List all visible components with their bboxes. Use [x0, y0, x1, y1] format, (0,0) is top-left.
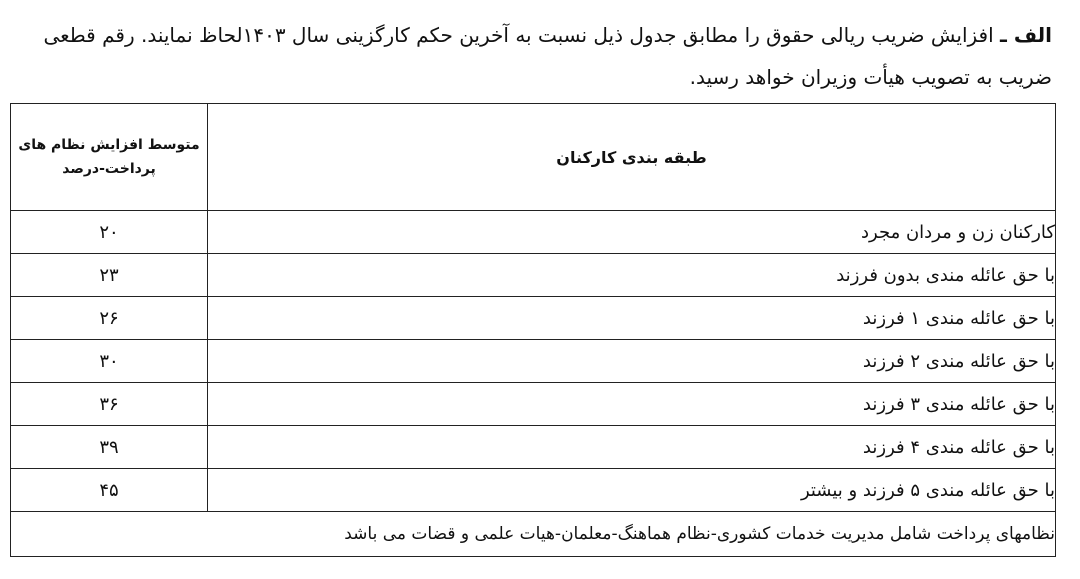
- table-row: [11, 254, 1056, 297]
- row-category: با حق عائله مندی ۳ فرزند: [208, 383, 1056, 426]
- table-row: [11, 426, 1056, 469]
- row-percent: ۲۳: [11, 254, 208, 297]
- row-percent: ۲۶: [11, 297, 208, 340]
- table-row: [11, 297, 1056, 340]
- table-row: [11, 211, 1056, 254]
- row-category: با حق عائله مندی ۵ فرزند و بیشتر: [208, 469, 1056, 512]
- row-category: با حق عائله مندی ۱ فرزند: [208, 297, 1056, 340]
- row-percent: ۳۰: [11, 340, 208, 383]
- row-percent: ۲۰: [11, 211, 208, 254]
- header-average-increase-percent: متوسط افزایش نظام های پرداخت-درصد: [11, 104, 208, 211]
- intro-text: افزایش ضریب ریالی حقوق را مطابق جدول ذیل نسبت به آخرین حکم کارگزینی سال ۱۴۰۳لحاظ نمایند. رقم قطعی ضریب به تصویب هیأت وزیران خواهد رسید.: [43, 23, 1052, 89]
- table-footnote: نظامهای پرداخت شامل مدیریت خدمات کشوری-نظام هماهنگ-معلمان-هیات علمی و قضات می باشد: [11, 512, 1056, 557]
- row-percent: ۳۹: [11, 426, 208, 469]
- row-category: با حق عائله مندی بدون فرزند: [208, 254, 1056, 297]
- table-row: [11, 383, 1056, 426]
- table-row: [11, 340, 1056, 383]
- table-row: [11, 469, 1056, 512]
- row-percent: ۴۵: [11, 469, 208, 512]
- header-employee-classification: طبقه بندی کارکنان: [208, 104, 1056, 211]
- row-category: کارکنان زن و مردان مجرد: [208, 211, 1056, 254]
- clause-label: الف ـ: [1000, 23, 1052, 47]
- row-percent: ۳۶: [11, 383, 208, 426]
- table-header-row: [11, 104, 1056, 211]
- table-footnote-row: [11, 512, 1056, 557]
- row-category: با حق عائله مندی ۴ فرزند: [208, 426, 1056, 469]
- salary-increase-table: [10, 103, 1056, 557]
- row-category: با حق عائله مندی ۲ فرزند: [208, 340, 1056, 383]
- intro-paragraph: [22, 14, 1052, 98]
